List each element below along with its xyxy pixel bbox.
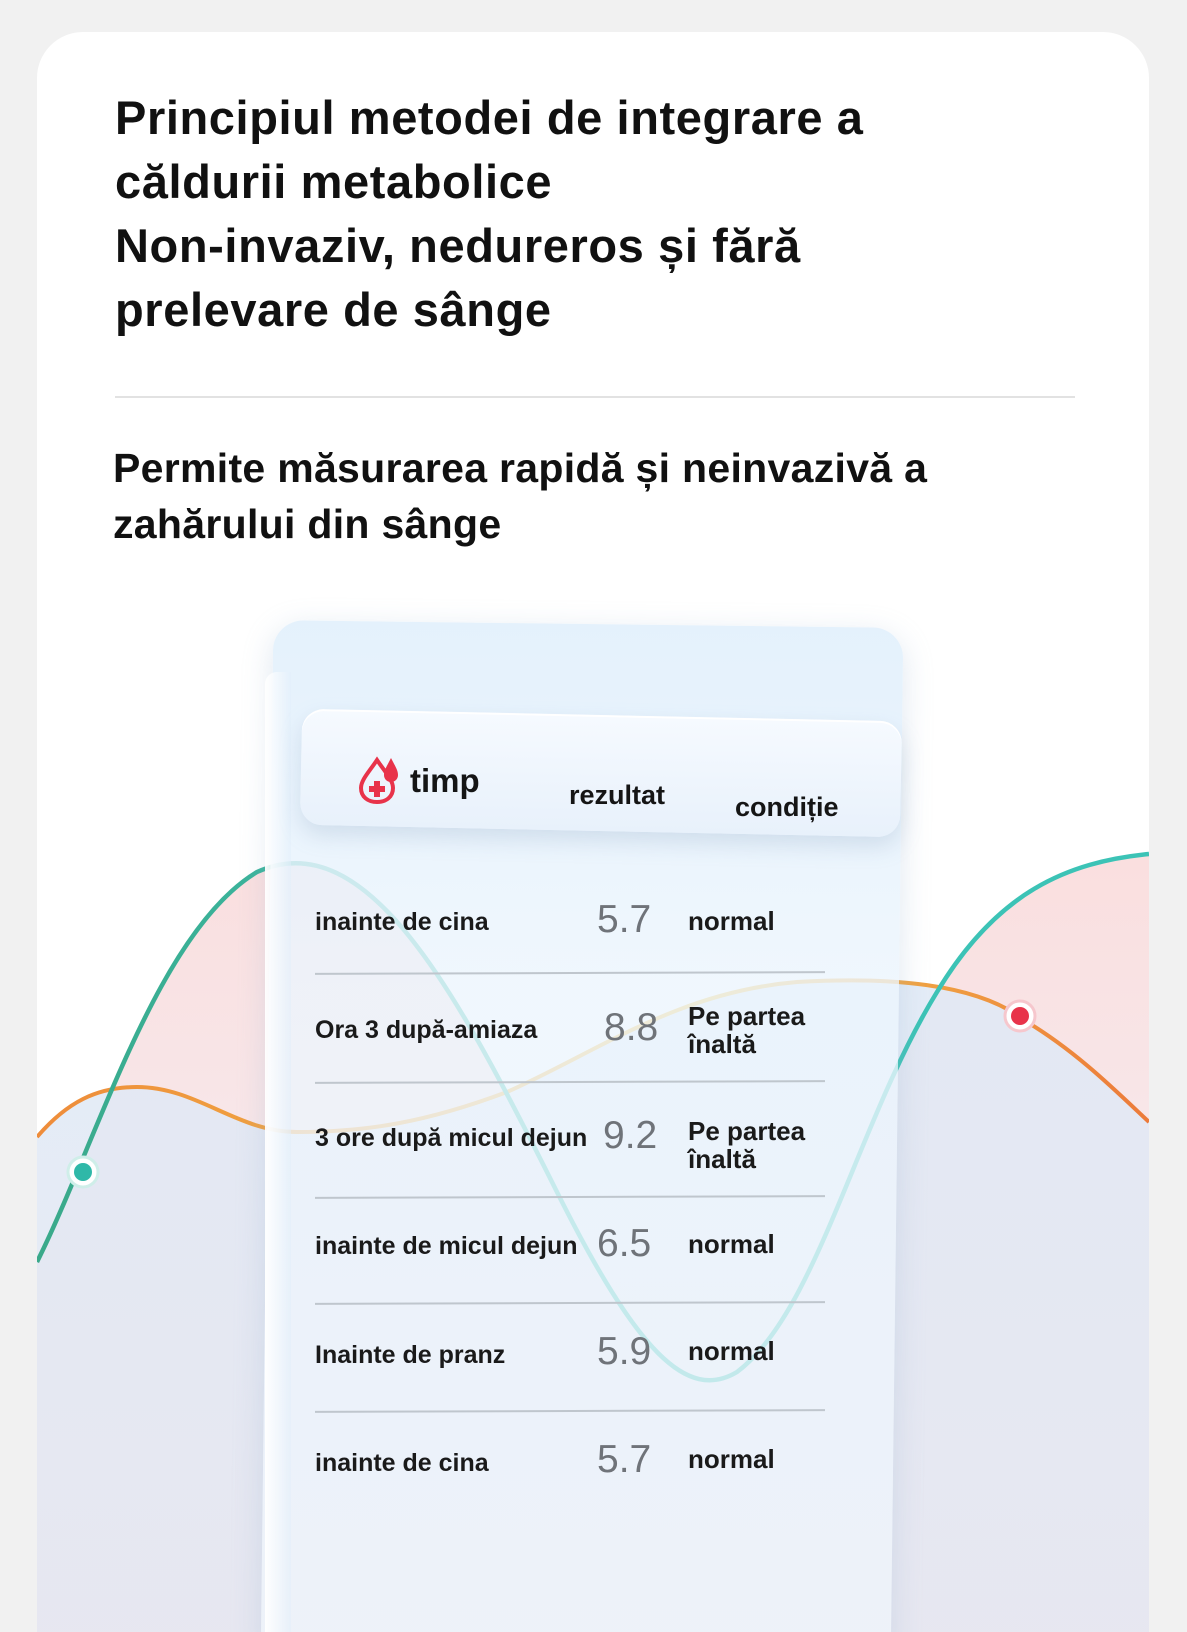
teal-marker: [68, 1157, 98, 1187]
row-1-state: normal: [688, 906, 775, 936]
panel-edge-highlight: [265, 672, 291, 1632]
row-3-state: Pe partea înaltă: [688, 1116, 806, 1174]
row-5-value: 5.9: [597, 1330, 652, 1373]
row-2-label: Ora 3 după-amiaza: [315, 1016, 538, 1044]
column-header-result: rezultat: [569, 780, 666, 810]
headline-line-3: Non-invaziv, nedureros și fără: [115, 219, 801, 272]
row-2-state: Pe partea înaltă: [688, 1001, 806, 1059]
content-card: [37, 32, 1149, 1632]
row-6-state: normal: [688, 1444, 775, 1474]
row-6-value: 5.7: [597, 1438, 652, 1481]
blood-drop-plus-icon: [357, 754, 403, 804]
row-3-label: 3 ore după micul dejun: [315, 1124, 588, 1152]
headline-line-4: prelevare de sânge: [115, 283, 552, 336]
row-1-label: inainte de cina: [315, 908, 489, 936]
headline-line-1: Principiul metodei de integrare a: [115, 91, 864, 144]
row-4-value: 6.5: [597, 1222, 652, 1265]
row-3-value: 9.2: [603, 1114, 658, 1157]
row-5-state: normal: [688, 1336, 775, 1366]
row-5-label: Inainte de pranz: [315, 1341, 506, 1369]
row-4-label: inainte de micul dejun: [315, 1232, 578, 1260]
red-marker: [1005, 1001, 1035, 1031]
subheadline-line-2: zahărului din sânge: [113, 501, 502, 547]
row-2-value: 8.8: [604, 1006, 659, 1049]
row-1-value: 5.7: [597, 898, 652, 941]
row-4-state: normal: [688, 1229, 775, 1259]
headline-line-2: căldurii metabolice: [115, 155, 553, 208]
column-header-time: timp: [410, 762, 480, 799]
subheadline-line-1: Permite măsurarea rapidă și neinvazivă a: [113, 445, 928, 491]
row-6-label: inainte de cina: [315, 1449, 489, 1477]
column-header-condition: condiție: [735, 792, 839, 822]
